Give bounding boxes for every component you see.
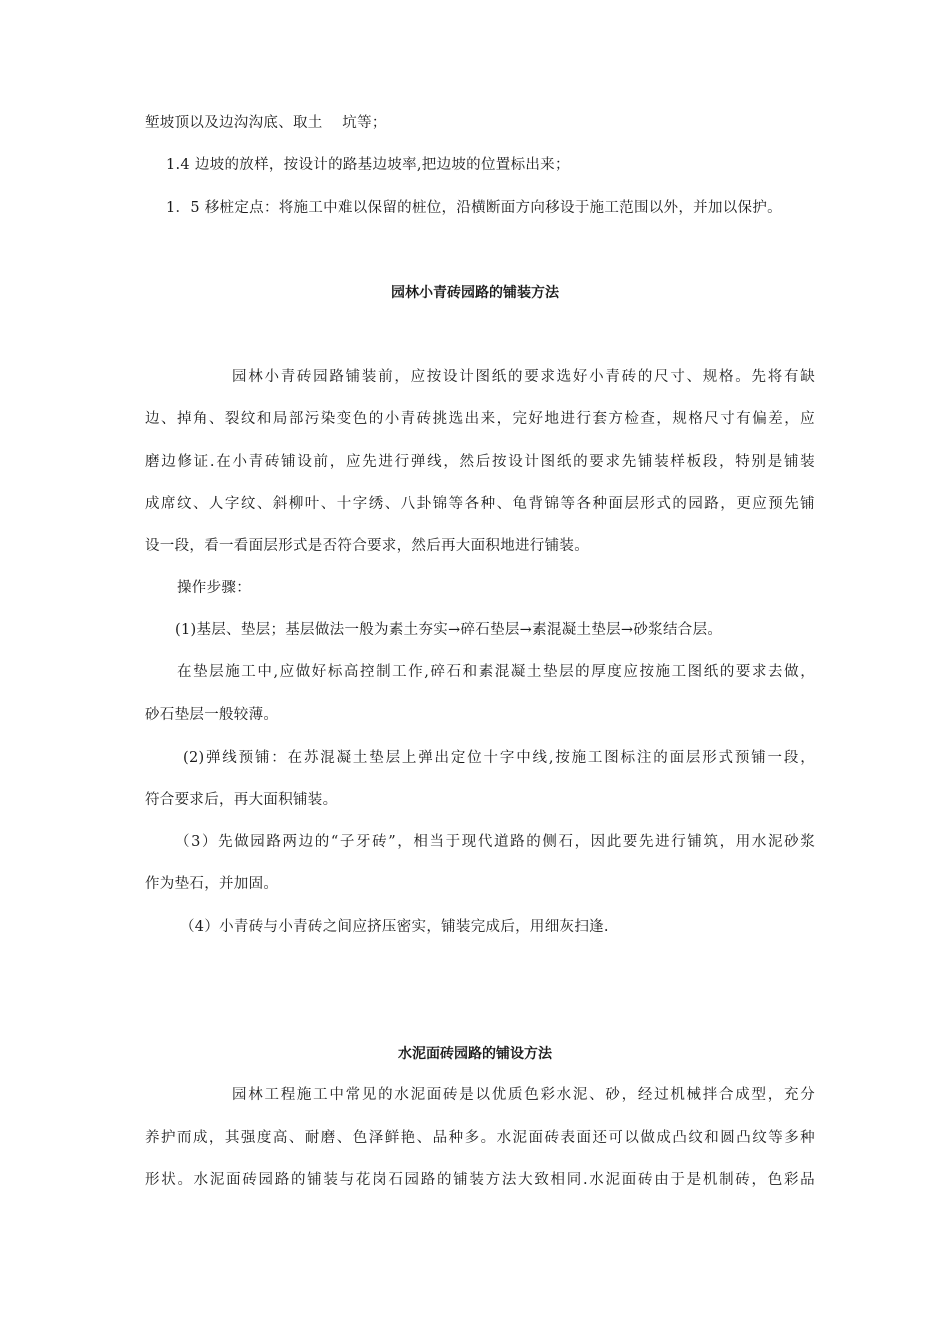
paragraph-line: (1)基层、垫层；基层做法一般为素土夯实→碎石垫层→素混凝土垫层→砂浆结合层。	[175, 622, 723, 638]
section-title: 水泥面砖园路的铺设方法	[398, 1046, 552, 1062]
section-title: 园林小青砖园路的铺装方法	[391, 285, 559, 301]
paragraph-line: 在垫层施工中,应做好标高控制工作,碎石和素混凝土垫层的厚度应按施工图纸的要求去做，	[177, 664, 815, 680]
paragraph-line: 园林工程施工中常见的水泥面砖是以优质色彩水泥、砂，经过机械拌合成型，充分	[232, 1087, 815, 1103]
paragraph-line: 作为垫石，并加固。	[145, 876, 279, 892]
paragraph-line: 形状。水泥面砖园路的铺装与花岗石园路的铺装方法大致相同.水泥面砖由于是机制砖，色彩品	[145, 1172, 815, 1188]
paragraph-line: （3）先做园路两边的“子牙砖”，相当于现代道路的侧石，因此要先进行铺筑，用水泥砂浆	[175, 834, 815, 850]
paragraph-line: 设一段，看一看面层形式是否符合要求，然后再大面积地进行铺装。	[145, 538, 589, 554]
paragraph-line: 1.4 边坡的放样，按设计的路基边坡率,把边坡的位置标出来；	[166, 157, 570, 173]
paragraph-line: 堑坡顶以及边沟沟底、取土 坑等；	[145, 115, 387, 131]
paragraph-line: 边、掉角、裂纹和局部污染变色的小青砖挑选出来，完好地进行套方检查，规格尺寸有偏差，应	[145, 411, 815, 427]
paragraph-line: 操作步骤：	[177, 580, 251, 596]
paragraph-line: 养护而成，其强度高、耐磨、色泽鲜艳、品种多。水泥面砖表面还可以做成凸纹和圆凸纹等多种	[145, 1130, 815, 1146]
paragraph-line: 砂石垫层一般较薄。	[145, 707, 279, 723]
paragraph-line: 园林小青砖园路铺装前，应按设计图纸的要求选好小青砖的尺寸、规格。先将有缺	[232, 369, 815, 385]
paragraph-line: 磨边修证.在小青砖铺设前，应先进行弹线，然后按设计图纸的要求先铺装样板段，特别是铺装	[145, 454, 815, 470]
paragraph-line: 成席纹、人字纹、斜柳叶、十字绣、八卦锦等各种、龟背锦等各种面层形式的园路，更应预先铺	[145, 496, 815, 512]
paragraph-line: （4）小青砖与小青砖之间应挤压密实，铺装完成后，用细灰扫逢.	[180, 919, 609, 935]
paragraph-line: (2)弹线预铺：在苏混凝土垫层上弹出定位十字中线,按施工图标注的面层形式预铺一段，	[183, 750, 815, 766]
paragraph-line: 符合要求后，再大面积铺装。	[145, 792, 338, 808]
paragraph-line: 1．5 移桩定点：将施工中难以保留的桩位，沿横断面方向移设于施工范围以外，并加以保护。	[166, 200, 782, 216]
